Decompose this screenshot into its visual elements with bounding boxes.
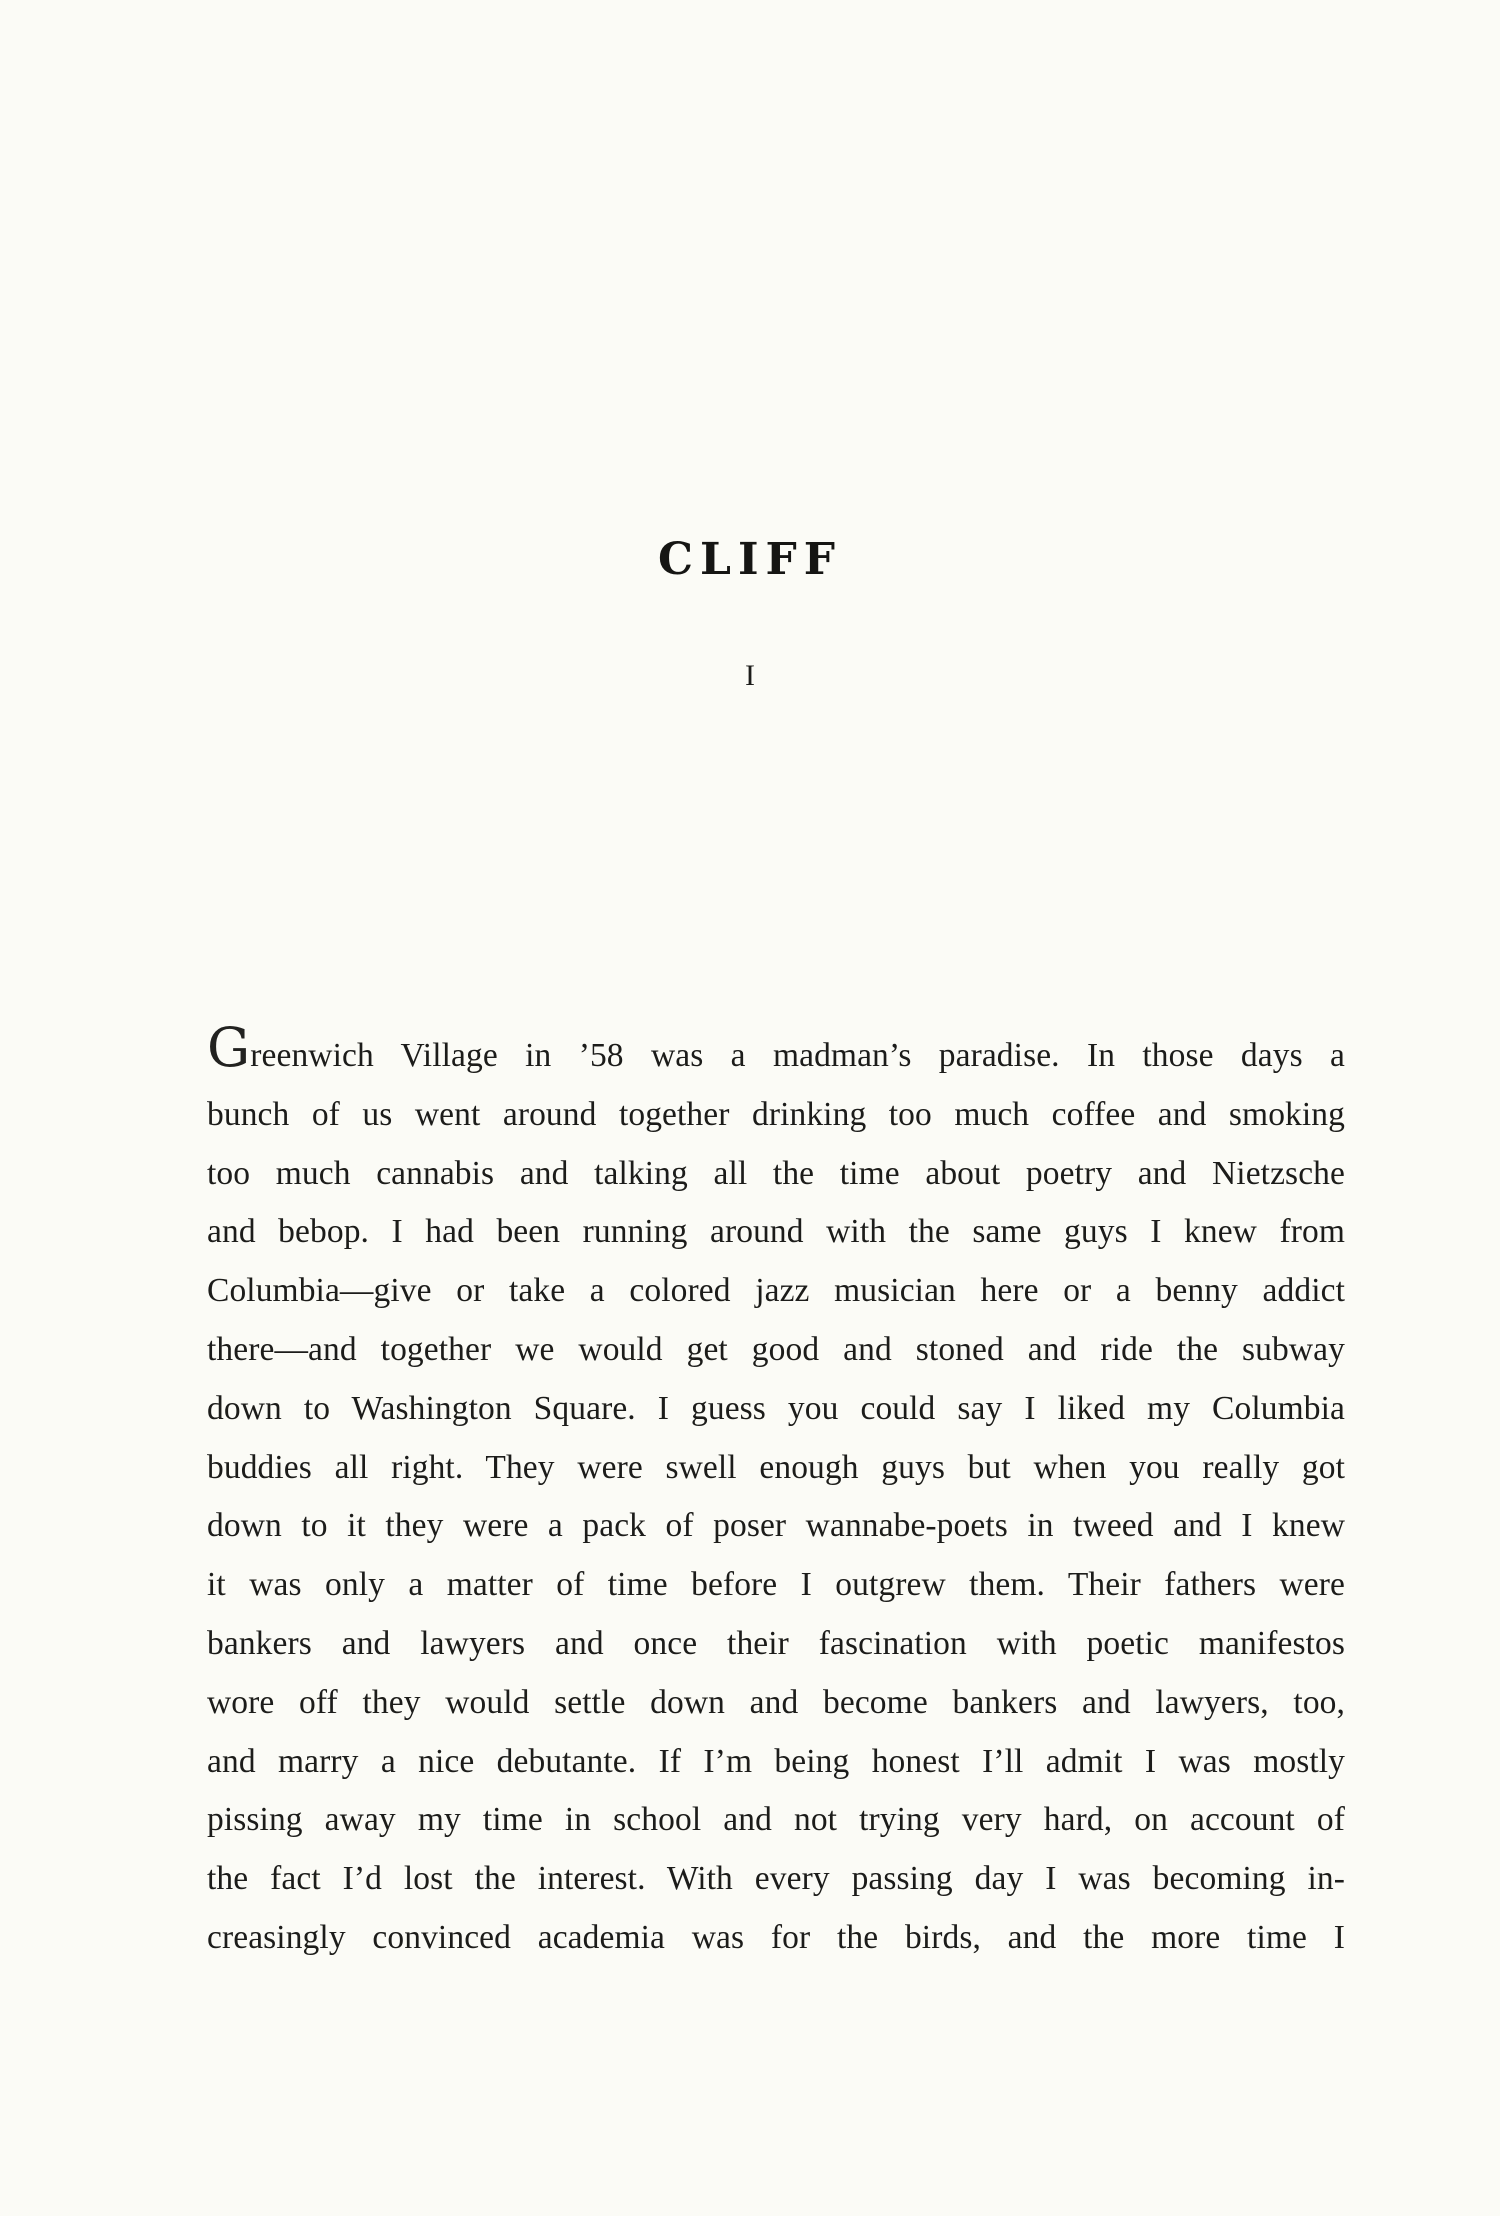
paragraph-line: and marry a nice debutante. If I’m being honest I’ll admit I was mostly bbox=[207, 1742, 1345, 1780]
paragraph-line: too much cannabis and talking all the time about poetry and Nietzsche bbox=[207, 1154, 1345, 1192]
paragraph-line bbox=[207, 1016, 1345, 1086]
paragraph-line: creasingly convinced academia was for the birds, and the more time I bbox=[207, 1918, 1345, 1956]
paragraph-line: down to Washington Square. I guess you could say I liked my Columbia bbox=[207, 1389, 1345, 1427]
paragraph-line: bankers and lawyers and once their fascination with poetic manifestos bbox=[207, 1624, 1345, 1662]
paragraph-line: Columbia—give or take a colored jazz musician here or a benny addict bbox=[207, 1272, 1345, 1310]
paragraph-line: buddies all right. They were swell enough guys but when you really got bbox=[207, 1448, 1345, 1486]
drop-cap: G bbox=[207, 1016, 251, 1079]
line-text: reenwich Village in ’58 was a madman’s paradise. In those days a bbox=[250, 1037, 1345, 1074]
paragraph-line: wore off they would settle down and become bankers and lawyers, too, bbox=[207, 1683, 1345, 1721]
section-numeral: I bbox=[745, 659, 755, 692]
chapter-title: CLIFF bbox=[657, 534, 842, 585]
paragraph-line: there—and together we would get good and stoned and ride the subway bbox=[207, 1330, 1345, 1368]
paragraph-line: bunch of us went around together drinking too much coffee and smoking bbox=[207, 1095, 1345, 1133]
paragraph-line: and bebop. I had been running around with the same guys I knew from bbox=[207, 1213, 1345, 1251]
paragraph-line: pissing away my time in school and not trying very hard, on account of bbox=[207, 1801, 1345, 1839]
body-paragraph bbox=[207, 1016, 1345, 1968]
paragraph-line: it was only a matter of time before I outgrew them. Their fathers were bbox=[207, 1566, 1345, 1604]
paragraph-line: the fact I’d lost the interest. With every passing day I was becoming in- bbox=[207, 1860, 1345, 1898]
paragraph-line: down to it they were a pack of poser wannabe-poets in tweed and I knew bbox=[207, 1507, 1345, 1545]
